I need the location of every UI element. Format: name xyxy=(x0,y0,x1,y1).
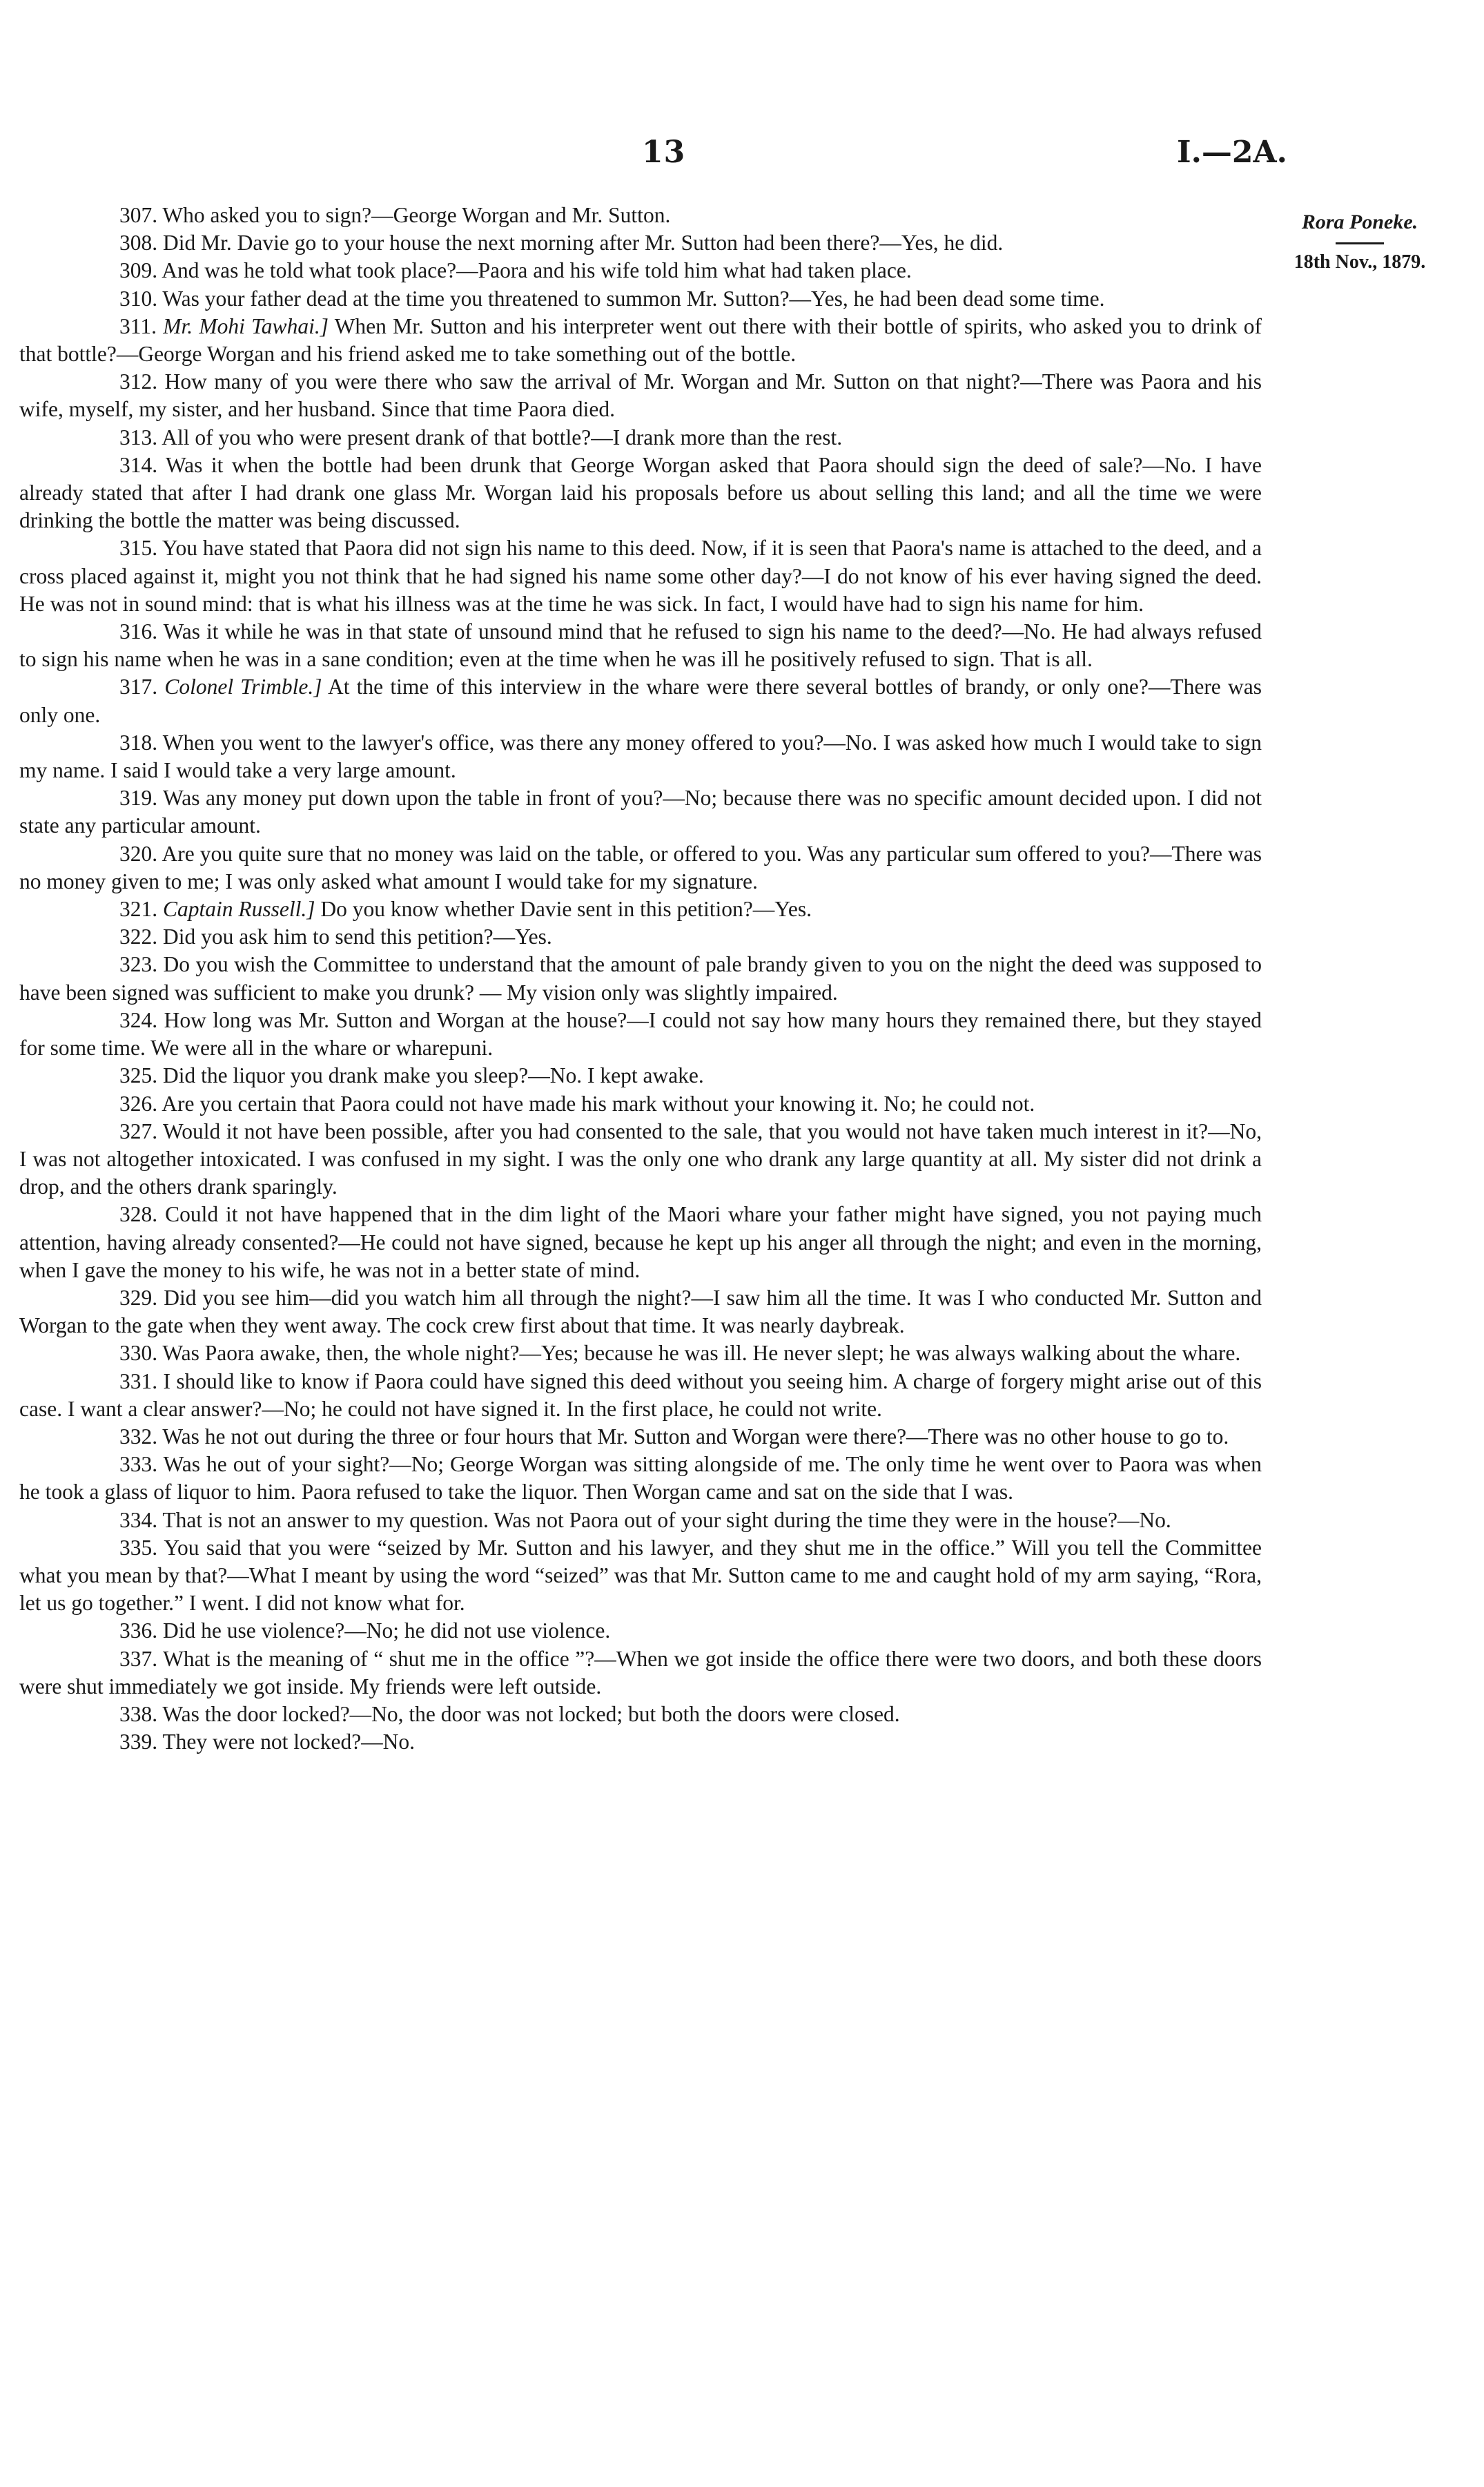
question-answer: 315. You have stated that Paora did not sign his name to this deed. Now, if it is seen that Paora's name is attached to the deed, and a cross placed against it, might you not think that he had signed his name some other day?—I do not know of his ever having signed the deed. He was not in sound mind: that is what his illness was at the time he was sick. In fact, I would have had to sign his name for him. xyxy=(19,536,1262,616)
question-answer: 314. Was it when the bottle had been drunk that George Worgan asked that Paora should sign the deed of sale?—No. I have already stated that after I had drank one glass Mr. Worgan laid his proposals before us about selling this land; and all the time we were drinking the bottle the matter was being discussed. xyxy=(19,452,1262,533)
page-number: 13 xyxy=(642,135,686,170)
question-answer: 319. Was any money put down upon the table in front of you?—No; because there was no specific amount decided upon. I did not state any particular amount. xyxy=(19,786,1262,838)
margin-rule xyxy=(1336,242,1384,244)
question-answer: 333. Was he out of your sight?—No; George Worgan was sitting alongside of me. The only time he went over to Paora was when he took a glass of liquor to him. Paora refused to take the liquor. Then Worgan came and sat on the side that I was. xyxy=(19,1452,1262,1504)
question-answer: 317. Colonel Trimble.] At the time of this interview in the whare were there several bottles of brandy, or only one?—There was only one. xyxy=(19,675,1262,727)
question-answer: 331. I should like to know if Paora could have signed this deed without you seeing him. A charge of forgery might arise out of this case. I want a clear answer?—No; he could not have signed it. In the first place, he could not write. xyxy=(19,1368,1262,1421)
question-answer: 339. They were not locked?—No. xyxy=(119,1730,416,1754)
witness-name: Rora Poneke. xyxy=(1301,211,1418,233)
hearing-date: 18th Nov., 1879. xyxy=(1293,251,1426,273)
question-answer: 324. How long was Mr. Sutton and Worgan at the house?—I could not say how many hours they remained there, but they stayed for some time. We were all in the whare or wharepuni. xyxy=(19,1007,1262,1061)
testimony-body xyxy=(19,202,1262,1756)
question-answer: 307. Who asked you to sign?—George Worgan and Mr. Sutton. xyxy=(119,203,671,227)
question-answer: 312. How many of you were there who saw the arrival of Mr. Worgan and Mr. Sutton on that night?—There was Paora and his wife, myself, my sister, and her husband. Since that time Paora died. xyxy=(19,369,1262,422)
question-answer: 311. Mr. Mohi Tawhai.] When Mr. Sutton and his interpreter went out there with their bottle of spirits, who asked you to drink of that bottle?—George Worgan and his friend asked me to take something out of the bottle. xyxy=(19,313,1262,367)
question-answer: 308. Did Mr. Davie go to your house the next morning after Mr. Sutton had been there?—Yes, he did. xyxy=(119,231,1004,255)
question-answer: 325. Did the liquor you drank make you sleep?—No. I kept awake. xyxy=(119,1063,704,1088)
examiner-name: Captain Russell.] xyxy=(163,897,315,922)
question-answer: 320. Are you quite sure that no money was laid on the table, or offered to you. Was any particular sum offered to you?—There was no money given to me; I was only asked what amount I would take for my signature. xyxy=(19,841,1262,893)
question-answer: 326. Are you certain that Paora could not have made his mark without your knowing it. No; he could not. xyxy=(119,1091,1035,1116)
document-reference: I.—2A. xyxy=(1177,135,1287,170)
question-answer: 337. What is the meaning of “ shut me in the office ”?—When we got inside the office there were two doors, and both these doors were shut immediately we got inside. My friends were left outside. xyxy=(19,1646,1262,1699)
question-answer: 329. Did you see him—did you watch him all through the night?—I saw him all the time. It was I who conducted Mr. Sutton and Worgan to the gate when they went away. The cock crew first about that time. It was nearly daybreak. xyxy=(19,1285,1262,1338)
question-answer: 310. Was your father dead at the time you threatened to summon Mr. Sutton?—Yes, he had been dead some time. xyxy=(119,286,1105,311)
question-answer: 334. That is not an answer to my question. Was not Paora out of your sight during the time they were in the house?—No. xyxy=(119,1507,1171,1532)
question-answer: 336. Did he use violence?—No; he did not use violence. xyxy=(119,1618,611,1643)
question-answer: 328. Could it not have happened that in the dim light of the Maori whare your father might have signed, you not paying much attention, having already consented?—He could not have signed, because he kept up his anger all through the night; and even in the morning, when I gave the money to his wife, he was not in a better state of mind. xyxy=(19,1202,1262,1282)
question-answer: 327. Would it not have been possible, after you had consented to the sale, that you would not have taken much interest in it?—No, I was not altogether intoxicated. I was confused in my sight. I was the only one who drank any large quantity at all. My sister did not drink a drop, and the others drank sparingly. xyxy=(19,1119,1262,1199)
question-answer: 323. Do you wish the Committee to understand that the amount of pale brandy given to you on the night the deed was supposed to have been signed was sufficient to make you drunk? — My vision only was slightly impaired. xyxy=(19,952,1262,1005)
question-answer: 335. You said that you were “seized by Mr. Sutton and his lawyer, and they shut me in the office.” Will you tell the Committee what you mean by that?—What I meant by using the word “seized” was that Mr. Sutton came to me and caught hold of my arm saying, “Rora, let us go together.” I went. I did not know what for. xyxy=(19,1535,1262,1616)
question-answer: 318. When you went to the lawyer's office, was there any money offered to you?—No. I was asked how much I would take to sign my name. I said I would take a very large amount. xyxy=(19,730,1262,783)
question-answer: 321. Captain Russell.] Do you know whether Davie sent in this petition?—Yes. xyxy=(119,897,812,922)
question-answer: 330. Was Paora awake, then, the whole night?—Yes; because he was ill. He never slept; he was always walking about the whare. xyxy=(119,1341,1241,1366)
question-answer: 322. Did you ask him to send this petition?—Yes. xyxy=(119,925,552,949)
question-answer: 338. Was the door locked?—No, the door was not locked; but both the doors were closed. xyxy=(119,1701,900,1726)
question-answer: 313. All of you who were present drank of that bottle?—I drank more than the rest. xyxy=(119,425,843,449)
page-header xyxy=(0,135,1484,176)
examiner-name: Colonel Trimble.] xyxy=(164,675,322,699)
question-answer: 316. Was it while he was in that state of unsound mind that he refused to sign his name to the deed?—No. He had always refused to sign his name when he was in a sane condition; even at the time when he was ill he positively refused to sign. That is all. xyxy=(19,619,1262,672)
examiner-name: Mr. Mohi Tawhai.] xyxy=(163,313,329,338)
margin-note xyxy=(1270,211,1449,273)
question-answer: 309. And was he told what took place?—Paora and his wife told him what had taken place. xyxy=(119,258,912,283)
question-answer: 332. Was he not out during the three or four hours that Mr. Sutton and Worgan were there?—There was no other house to go to. xyxy=(119,1424,1229,1449)
